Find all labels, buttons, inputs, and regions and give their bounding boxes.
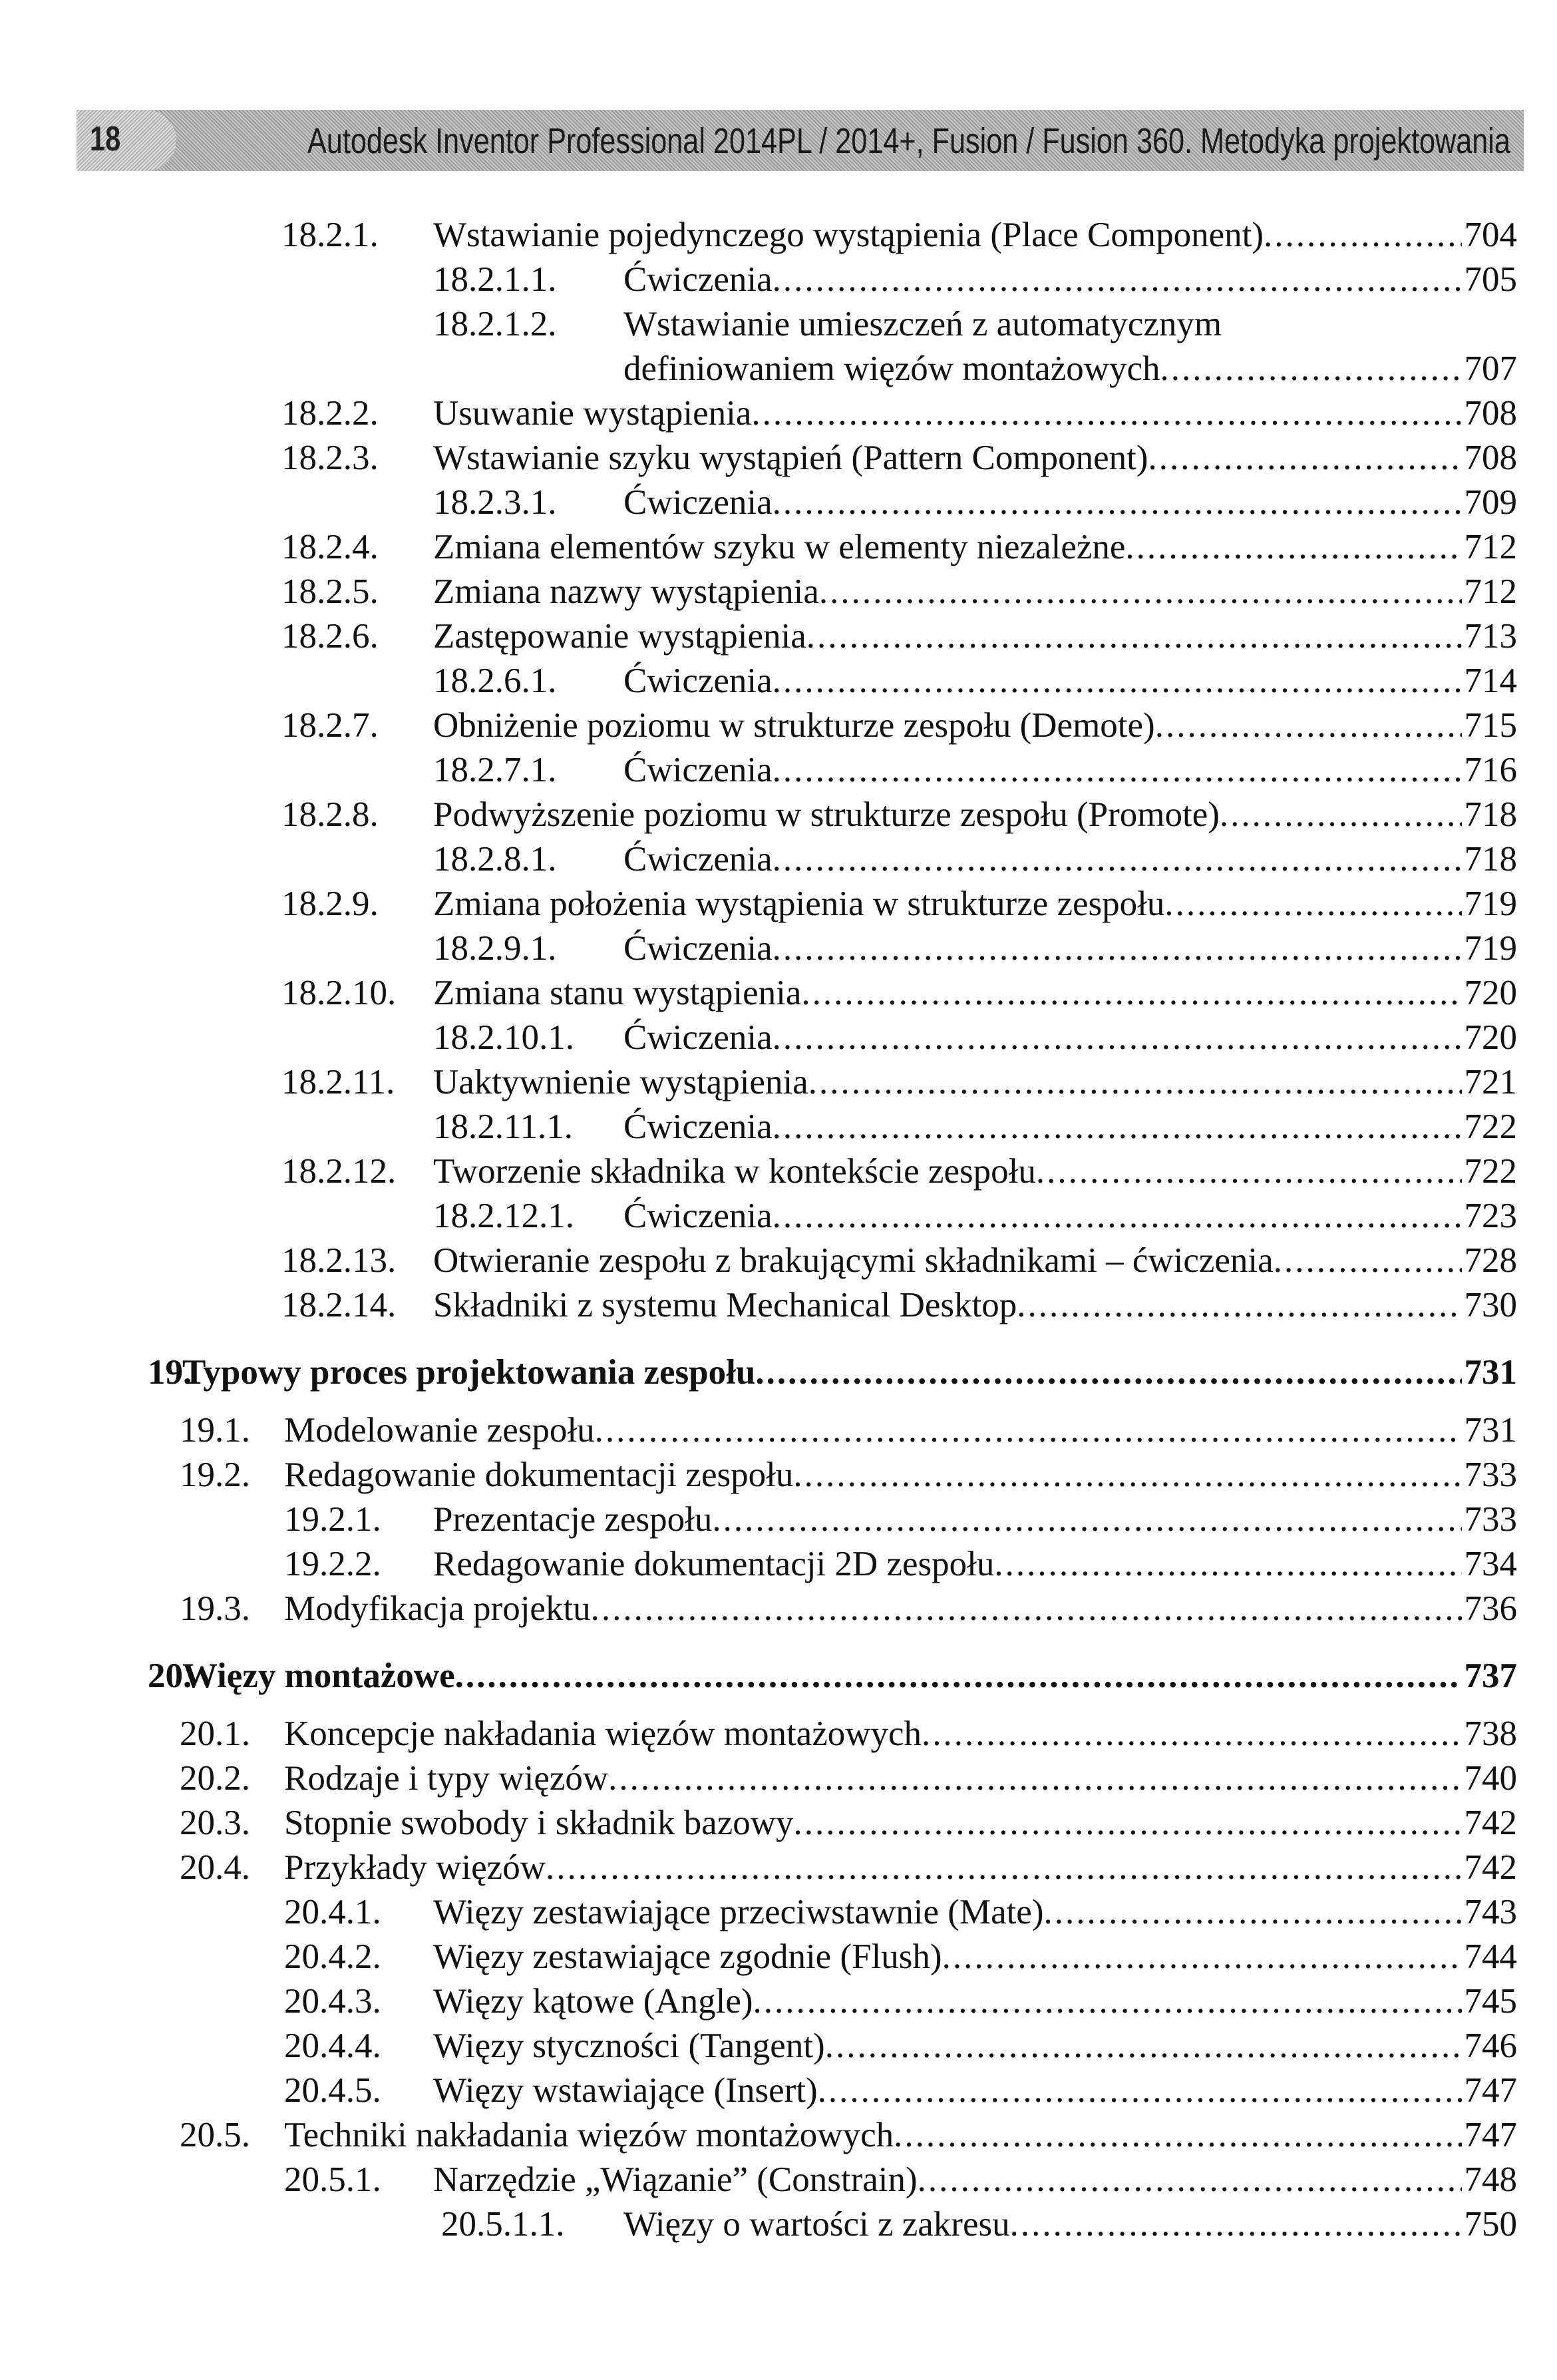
entry-line (433, 2024, 1517, 2069)
toc-entry[interactable] (0, 481, 1557, 525)
book-title: Autodesk Inventor Professional 2014PL / 2014+, Fusion / Fusion 360. Metodyka projektowania (307, 121, 1510, 161)
toc-entry[interactable] (0, 614, 1557, 659)
dot-leader (806, 614, 1462, 659)
entry-number: 20.2. (180, 1759, 250, 1798)
entry-title: Więzy montażowe (182, 1657, 455, 1695)
toc-entry[interactable] (0, 1283, 1557, 1328)
dot-leader (546, 1846, 1462, 1890)
entry-page: 720 (1464, 1018, 1517, 1057)
entry-number: 18.2.3. (281, 439, 379, 477)
dot-leader (753, 1979, 1462, 2024)
entry-number: 19.2. (180, 1456, 250, 1494)
entry-line (433, 971, 1517, 1016)
toc-entry[interactable] (0, 213, 1557, 258)
toc-entry[interactable] (0, 436, 1557, 481)
entry-number: 20.4.1. (284, 1893, 381, 1931)
entry-title: Uaktywnienie wystąpienia (433, 1063, 808, 1101)
page-number: 18 (90, 120, 121, 158)
entry-title: Redagowanie dokumentacji zespołu (284, 1456, 794, 1494)
toc-entry[interactable] (0, 703, 1557, 748)
entry-line (284, 2113, 1517, 2158)
entry-title: Ćwiczenia (623, 260, 773, 299)
entry-number: 18.2.12.1. (433, 1197, 574, 1235)
toc-entry[interactable] (0, 1453, 1557, 1497)
entry-title: Ćwiczenia (623, 1197, 773, 1235)
entry-number: 18.2.8. (281, 795, 379, 834)
entry-number: 20.3. (180, 1804, 250, 1842)
entry-page: 738 (1464, 1714, 1517, 1753)
entry-number: 19.2.1. (284, 1500, 381, 1539)
entry-line (623, 926, 1517, 971)
table-of-contents (0, 213, 1557, 2247)
dot-leader (1160, 347, 1462, 391)
dot-leader (1264, 213, 1461, 258)
entry-page: 723 (1464, 1197, 1517, 1235)
dot-leader (1017, 1283, 1461, 1328)
entry-line (623, 258, 1517, 302)
entry-number: 20.4. (180, 1848, 250, 1887)
toc-entry[interactable] (0, 302, 1557, 347)
toc-entry[interactable] (0, 1890, 1557, 1935)
entry-number: 18.2.11. (281, 1063, 395, 1101)
entry-line (284, 1846, 1517, 1890)
entry-title: Modyfikacja projektu (284, 1589, 591, 1628)
entry-title: Wstawianie pojedynczego wystąpienia (Place Component) (433, 216, 1264, 254)
entry-page: 733 (1464, 1500, 1517, 1539)
entry-title: Stopnie swobody i składnik bazowy (284, 1804, 794, 1842)
entry-line (623, 347, 1517, 391)
entry-number: 20.4.4. (284, 2027, 381, 2065)
entry-line (433, 1890, 1517, 1935)
toc-entry[interactable] (0, 2024, 1557, 2069)
entry-title: Zastępowanie wystąpienia (433, 617, 806, 656)
dot-leader (608, 1756, 1461, 1801)
entry-page: 707 (1464, 349, 1517, 388)
dot-leader (1148, 436, 1461, 481)
entry-title: Prezentacje zespołu (433, 1500, 713, 1539)
entry-number: 18.2.4. (281, 528, 379, 566)
entry-title: Zmiana nazwy wystąpienia (433, 572, 819, 611)
entry-title: Narzędzie „Wiązanie” (Constrain) (433, 2160, 918, 2199)
entry-page: 705 (1464, 260, 1517, 299)
entry-line (182, 1350, 1517, 1395)
entry-number: 18.2.11.1. (433, 1107, 574, 1146)
entry-number: 18.2.7.1. (433, 751, 557, 789)
dot-leader (818, 2069, 1462, 2113)
dot-leader (808, 1060, 1462, 1105)
entry-page: 743 (1464, 1893, 1517, 1931)
toc-entry[interactable] (0, 1846, 1557, 1890)
dot-leader (994, 1542, 1461, 1587)
entry-number: 19.2.2. (284, 1545, 381, 1583)
entry-title: Modelowanie zespołu (284, 1411, 595, 1450)
toc-entry[interactable] (0, 837, 1557, 882)
dot-leader (773, 1016, 1462, 1060)
dot-leader (793, 1453, 1461, 1497)
entry-line (433, 1060, 1517, 1105)
entry-page: 720 (1464, 974, 1517, 1012)
toc-chapter[interactable] (0, 1350, 1557, 1395)
entry-title: Przykłady więzów (284, 1848, 546, 1887)
dot-leader (1044, 1890, 1462, 1935)
entry-line (623, 837, 1517, 882)
dot-leader (773, 659, 1462, 703)
entry-title: Ćwiczenia (623, 483, 773, 522)
entry-line (433, 213, 1517, 258)
toc-entry[interactable] (0, 2069, 1557, 2113)
entry-page: 722 (1464, 1152, 1517, 1191)
entry-page: 748 (1464, 2160, 1517, 2199)
entry-number: 18.2.6.1. (433, 662, 557, 700)
entry-title: Tworzenie składnika w kontekście zespołu (433, 1152, 1036, 1191)
entry-title: Ćwiczenia (623, 1107, 773, 1146)
dot-leader (918, 2158, 1462, 2202)
dot-leader (1125, 525, 1461, 570)
toc-entry[interactable] (0, 1149, 1557, 1194)
toc-entry[interactable] (0, 1756, 1557, 1801)
entry-title: Typowy proces projektowania zespołu (182, 1353, 756, 1392)
entry-line (284, 1453, 1517, 1497)
toc-entry[interactable] (0, 1801, 1557, 1846)
toc-entry[interactable] (0, 659, 1557, 703)
toc-entry[interactable] (0, 258, 1557, 302)
dot-leader (1220, 793, 1462, 837)
entry-number: 18.2.10.1. (433, 1018, 574, 1057)
entry-title: Ćwiczenia (623, 662, 773, 700)
toc-entry[interactable] (0, 1105, 1557, 1149)
entry-page: 734 (1464, 1545, 1517, 1583)
entry-page: 714 (1464, 662, 1517, 700)
entry-page: 712 (1464, 572, 1517, 611)
entry-number: 18.2.1.2. (433, 305, 557, 343)
entry-line (433, 882, 1517, 926)
entry-title: Techniki nakładania więzów montażowych (284, 2116, 894, 2154)
entry-number: 18.2.3.1. (433, 483, 557, 522)
toc-entry[interactable] (0, 1060, 1557, 1105)
entry-title: Ćwiczenia (623, 840, 773, 879)
toc-entry[interactable] (0, 570, 1557, 614)
entry-line (623, 1194, 1517, 1239)
entry-line (284, 1801, 1517, 1846)
entry-page: 704 (1464, 216, 1517, 254)
entry-page: 719 (1464, 885, 1517, 923)
toc-entry[interactable] (0, 2113, 1557, 2158)
entry-line (182, 1654, 1517, 1698)
entry-title: Redagowanie dokumentacji 2D zespołu (433, 1545, 995, 1583)
entry-page: 713 (1464, 617, 1517, 656)
dot-leader (1274, 1239, 1462, 1283)
entry-number: 20.4.2. (284, 1937, 381, 1976)
dot-leader (942, 1935, 1462, 1979)
entry-line (433, 1239, 1517, 1283)
entry-number: 19.1. (180, 1411, 250, 1450)
entry-line (433, 614, 1517, 659)
entry-title: Ćwiczenia (623, 1018, 773, 1057)
entry-title: Więzy zestawiające zgodnie (Flush) (433, 1937, 942, 1976)
toc-entry[interactable] (0, 1712, 1557, 1756)
entry-page: 709 (1464, 483, 1517, 522)
entry-line (433, 1497, 1517, 1542)
entry-title: Ćwiczenia (623, 929, 773, 968)
entry-title: Koncepcje nakładania więzów montażowych (284, 1714, 922, 1753)
toc-chapter[interactable] (0, 1654, 1557, 1698)
entry-page: 722 (1464, 1107, 1517, 1146)
entry-title: Zmiana położenia wystąpienia w strukturze zespołu (433, 885, 1165, 923)
entry-page: 742 (1464, 1804, 1517, 1842)
dot-leader (1155, 703, 1462, 748)
entry-number: 18.2.1.1. (433, 260, 557, 299)
entry-line (433, 1283, 1517, 1328)
entry-title: Podwyższenie poziomu w strukturze zespołu (Promote) (433, 795, 1220, 834)
entry-title: Więzy kątowe (Angle) (433, 1982, 753, 2021)
dot-leader (773, 258, 1462, 302)
dot-leader (773, 926, 1462, 971)
entry-line (623, 659, 1517, 703)
entry-title: Ćwiczenia (623, 751, 773, 789)
entry-page: 747 (1464, 2071, 1517, 2110)
entry-title: Zmiana stanu wystąpienia (433, 974, 802, 1012)
entry-title: Więzy o wartości z zakresu (623, 2205, 1010, 2244)
entry-title: Zmiana elementów szyku w elementy niezależne (433, 528, 1126, 566)
entry-page: 742 (1464, 1848, 1517, 1887)
dot-leader (801, 971, 1461, 1016)
entry-number: 20. (148, 1657, 192, 1695)
entry-page: 721 (1464, 1063, 1517, 1101)
entry-number: 20.5.1. (284, 2160, 381, 2199)
entry-page: 716 (1464, 751, 1517, 789)
entry-line (284, 1587, 1517, 1631)
entry-number: 18.2.12. (281, 1152, 397, 1191)
entry-number: 18.2.7. (281, 706, 379, 745)
entry-line (623, 748, 1517, 793)
entry-title: Usuwanie wystąpienia (433, 394, 752, 433)
entry-page: 747 (1464, 2116, 1517, 2154)
dot-leader (825, 2024, 1462, 2069)
toc-entry[interactable] (0, 1497, 1557, 1542)
entry-page: 708 (1464, 394, 1517, 433)
dot-leader (773, 1105, 1462, 1149)
dot-leader (1164, 882, 1461, 926)
entry-number: 18.2.14. (281, 1286, 397, 1324)
entry-line (433, 703, 1517, 748)
entry-number: 18.2.9.1. (433, 929, 557, 968)
entry-page: 712 (1464, 528, 1517, 566)
dot-leader (794, 1801, 1462, 1846)
dot-leader (894, 2113, 1461, 2158)
entry-title: Obniżenie poziomu w strukturze zespołu (Demote) (433, 706, 1155, 745)
entry-line (433, 1542, 1517, 1587)
toc-entry[interactable] (0, 1016, 1557, 1060)
entry-line (433, 2158, 1517, 2202)
entry-title: definiowaniem więzów montażowych (623, 349, 1160, 388)
dot-leader (1010, 2202, 1462, 2247)
entry-page: 745 (1464, 1982, 1517, 2021)
entry-page: 715 (1464, 706, 1517, 745)
entry-page: 730 (1464, 1286, 1517, 1324)
entry-number: 20.4.3. (284, 1982, 381, 2021)
entry-line (433, 570, 1517, 614)
dot-leader (755, 1350, 1461, 1395)
entry-number: 18.2.10. (281, 974, 397, 1012)
toc-entry[interactable] (0, 1194, 1557, 1239)
entry-number: 20.4.5. (284, 2071, 381, 2110)
toc-entry-continuation[interactable] (0, 347, 1557, 391)
dot-leader (773, 748, 1462, 793)
entry-line (433, 436, 1517, 481)
dot-leader (773, 837, 1462, 882)
entry-page: 708 (1464, 439, 1517, 477)
entry-number: 20.1. (180, 1714, 250, 1753)
entry-number: 18.2.5. (281, 572, 379, 611)
entry-page: 746 (1464, 2027, 1517, 2065)
entry-page: 718 (1464, 795, 1517, 834)
dot-leader (595, 1408, 1462, 1453)
entry-page: 737 (1464, 1657, 1517, 1695)
entry-number: 19.3. (180, 1589, 250, 1628)
entry-number: 18.2.13. (281, 1241, 397, 1280)
entry-title: Więzy zestawiające przeciwstawnie (Mate) (433, 1893, 1044, 1931)
entry-number: 18.2.2. (281, 394, 379, 433)
dot-leader (819, 570, 1462, 614)
entry-line (284, 1756, 1517, 1801)
dot-leader (773, 481, 1462, 525)
entry-line (433, 1935, 1517, 1979)
entry-line (433, 391, 1517, 436)
running-header (77, 110, 1524, 171)
entry-page: 744 (1464, 1937, 1517, 1976)
entry-page: 731 (1464, 1411, 1517, 1450)
entry-title: Otwieranie zespołu z brakującymi składnikami – ćwiczenia (433, 1241, 1274, 1280)
entry-number: 18.2.1. (281, 216, 379, 254)
entry-number: 19. (148, 1353, 192, 1392)
entry-number: 20.5. (180, 2116, 250, 2154)
entry-page: 750 (1464, 2205, 1517, 2244)
toc-entry[interactable] (0, 1239, 1557, 1283)
dot-leader (455, 1654, 1462, 1698)
entry-number: 18.2.9. (281, 885, 379, 923)
entry-line (623, 481, 1517, 525)
entry-line (433, 2069, 1517, 2113)
entry-line (623, 1105, 1517, 1149)
toc-entry[interactable] (0, 793, 1557, 837)
dot-leader (591, 1587, 1462, 1631)
entry-title: Rodzaje i typy więzów (284, 1759, 609, 1798)
toc-entry[interactable] (0, 1979, 1557, 2024)
toc-entry[interactable] (0, 525, 1557, 570)
toc-entry[interactable] (0, 1935, 1557, 1979)
entry-line (433, 525, 1517, 570)
entry-title: Więzy styczności (Tangent) (433, 2027, 825, 2065)
toc-entry[interactable] (0, 971, 1557, 1016)
entry-line (433, 1979, 1517, 2024)
entry-title: Wstawianie szyku wystąpień (Pattern Component) (433, 439, 1148, 477)
dot-leader (1036, 1149, 1462, 1194)
entry-page: 718 (1464, 840, 1517, 879)
entry-page: 728 (1464, 1241, 1517, 1280)
dot-leader (712, 1497, 1461, 1542)
toc-entry[interactable] (0, 882, 1557, 926)
entry-title: Więzy wstawiające (Insert) (433, 2071, 818, 2110)
toc-entry[interactable] (0, 1408, 1557, 1453)
entry-page: 733 (1464, 1456, 1517, 1494)
entry-line (433, 1149, 1517, 1194)
toc-entry[interactable] (0, 391, 1557, 436)
entry-line (623, 1016, 1517, 1060)
dot-leader (773, 1194, 1462, 1239)
entry-number: 20.5.1.1. (441, 2205, 565, 2244)
entry-line (284, 1712, 1517, 1756)
entry-page: 740 (1464, 1759, 1517, 1798)
entry-line (284, 1408, 1517, 1453)
toc-entry[interactable] (0, 926, 1557, 971)
entry-page: 731 (1464, 1353, 1517, 1392)
toc-entry[interactable] (0, 748, 1557, 793)
entry-number: 18.2.6. (281, 617, 379, 656)
entry-line (623, 2202, 1517, 2247)
toc-entry[interactable] (0, 1587, 1557, 1631)
dot-leader (922, 1712, 1461, 1756)
toc-entry[interactable] (0, 1542, 1557, 1587)
entry-page: 736 (1464, 1589, 1517, 1628)
toc-entry[interactable] (0, 2158, 1557, 2202)
entry-page: 719 (1464, 929, 1517, 968)
dot-leader (751, 391, 1461, 436)
toc-entry[interactable] (0, 2202, 1557, 2247)
entry-title: Wstawianie umieszczeń z automatycznym (623, 305, 1222, 343)
entry-line (433, 793, 1517, 837)
entry-number: 18.2.8.1. (433, 840, 557, 879)
entry-title: Składniki z systemu Mechanical Desktop (433, 1286, 1017, 1324)
